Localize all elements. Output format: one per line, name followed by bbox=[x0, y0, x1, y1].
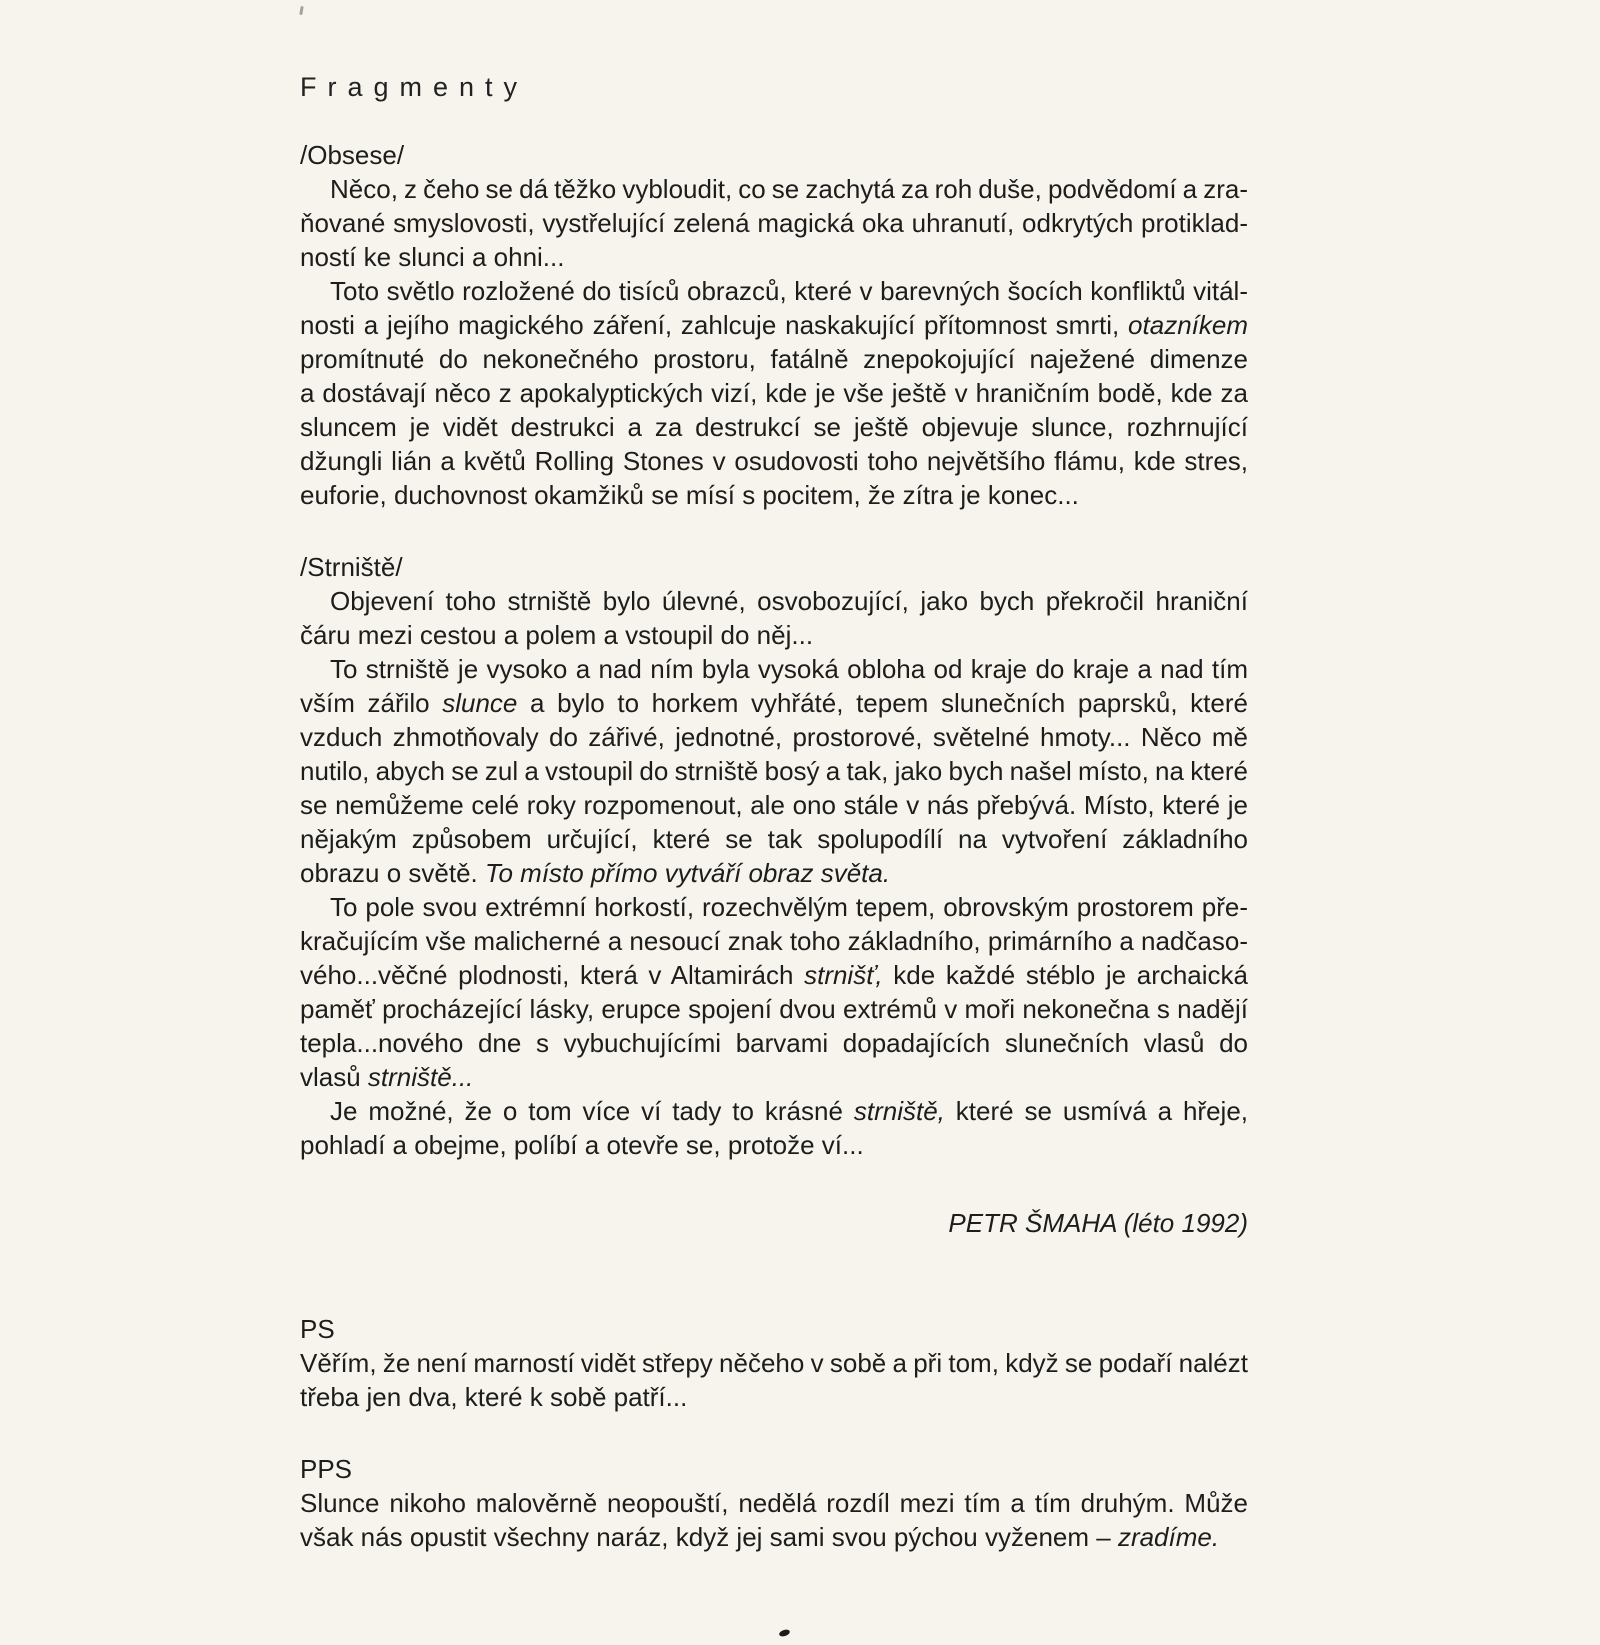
text-line: pohladí a obejme, políbí a otevře se, protože ví... bbox=[300, 1130, 864, 1160]
text-line: ňované smyslovosti, vystřelující zelená magická oka uhranutí, odkrytých protiklad- bbox=[300, 208, 1248, 238]
section-strnit bbox=[300, 550, 1248, 1162]
text-line: Věřím, že není marností vidět střepy něčeho v sobě a při tom, když se podaří nalézt bbox=[300, 1348, 1248, 1378]
text-line: Slunce nikoho malověrně neopouští, nedělá rozdíl mezi tím a tím druhým. Může bbox=[300, 1488, 1248, 1518]
text-line: To pole svou extrémní horkostí, rozechvělým tepem, obrovským prostorem pře- bbox=[330, 892, 1248, 922]
text-line: promítnuté do nekonečného prostoru, fatálně znepokojující naježené dimenze bbox=[300, 344, 1248, 374]
text-line: nosti a jejího magického záření, zahlcuje naskakující přítomnost smrti, otazníkem bbox=[300, 310, 1248, 340]
text-line: vším zářilo slunce a bylo to horkem vyhřáté, tepem slunečních paprsků, které bbox=[300, 688, 1248, 718]
author-signature: PETR ŠMAHA (léto 1992) bbox=[948, 1208, 1248, 1238]
text-line: Objevení toho strniště bylo úlevné, osvobozující, jako bych překročil hraniční bbox=[330, 586, 1248, 616]
scan-speck-bottom bbox=[778, 1628, 790, 1637]
text-line: třeba jen dva, které k sobě patří... bbox=[300, 1382, 688, 1412]
section-obsese bbox=[300, 138, 1248, 512]
text-line: džungli lián a květů Rolling Stones v osudovosti toho největšího flámu, kde stres, bbox=[300, 446, 1248, 476]
text-line: euforie, duchovnost okamžiků se mísí s pocitem, že zítra je konec... bbox=[300, 480, 1079, 510]
text-line: To strniště je vysoko a nad ním byla vysoká obloha od kraje do kraje a nad tím bbox=[330, 654, 1248, 684]
text-line: Toto světlo rozložené do tisíců obrazců, které v barevných šocích konfliktů vitál- bbox=[330, 276, 1248, 306]
text-line: obrazu o světě. To místo přímo vytváří obraz světa. bbox=[300, 858, 891, 888]
text-line: ností ke slunci a ohni... bbox=[300, 242, 565, 272]
text-line: však nás opustit všechny naráz, když jej sami svou pýchou vyženem – zradíme. bbox=[300, 1522, 1220, 1552]
text-line: sluncem je vidět destrukci a za destrukcí se ještě objevuje slunce, rozhrnující bbox=[300, 412, 1248, 442]
text-line: Je možné, že o tom více ví tady to krásné strniště, které se usmívá a hřeje, bbox=[330, 1096, 1248, 1126]
text-line: tepla...nového dne s vybuchujícími barvami dopadajících slunečních vlasů do bbox=[300, 1028, 1248, 1058]
text-line: se nemůžeme celé roky rozpomenout, ale ono stále v nás přebývá. Místo, které je bbox=[300, 790, 1248, 820]
section-ps bbox=[300, 1312, 1248, 1414]
postscripts bbox=[300, 1312, 1248, 1554]
section-heading: /Strniště/ bbox=[300, 552, 403, 582]
text-line: Něco, z čeho se dá těžko vybloudit, co se zachytá za roh duše, podvědomí a zra- bbox=[330, 174, 1248, 204]
text-line: nutilo, abych se zul a vstoupil do strniště bosý a tak, jako bych našel místo, na které bbox=[300, 756, 1248, 786]
page-title: Fragmenty bbox=[300, 72, 529, 102]
section-heading: PPS bbox=[300, 1454, 353, 1484]
text-line: nějakým způsobem určující, které se tak spolupodílí na vytvoření základního bbox=[300, 824, 1248, 854]
text-line: čáru mezi cestou a polem a vstoupil do něj... bbox=[300, 620, 814, 650]
text-line: vlasů strniště... bbox=[300, 1062, 474, 1092]
text-line: a dostávají něco z apokalyptických vizí, kde je vše ještě v hraničním bodě, kde za bbox=[300, 378, 1248, 408]
text-line: vého...věčné plodnosti, která v Altamirách strnišť, kde každé stéblo je archaická bbox=[300, 960, 1249, 990]
text-line: kračujícím vše malicherné a nesoucí znak toho základního, primárního a nadčaso- bbox=[300, 926, 1248, 956]
scan-speck-top bbox=[299, 6, 304, 15]
document-page bbox=[300, 70, 1248, 1554]
text-line: vzduch zhmotňovaly do zářivé, jednotné, prostorové, světelné hmoty... Něco mě bbox=[300, 722, 1248, 752]
section-pps bbox=[300, 1452, 1248, 1554]
document-sections bbox=[300, 138, 1248, 1162]
section-heading: PS bbox=[300, 1314, 335, 1344]
text-line: paměť procházející lásky, erupce spojení dvou extrémů v moři nekonečna s nadějí bbox=[300, 994, 1248, 1024]
section-heading: /Obsese/ bbox=[300, 140, 405, 170]
